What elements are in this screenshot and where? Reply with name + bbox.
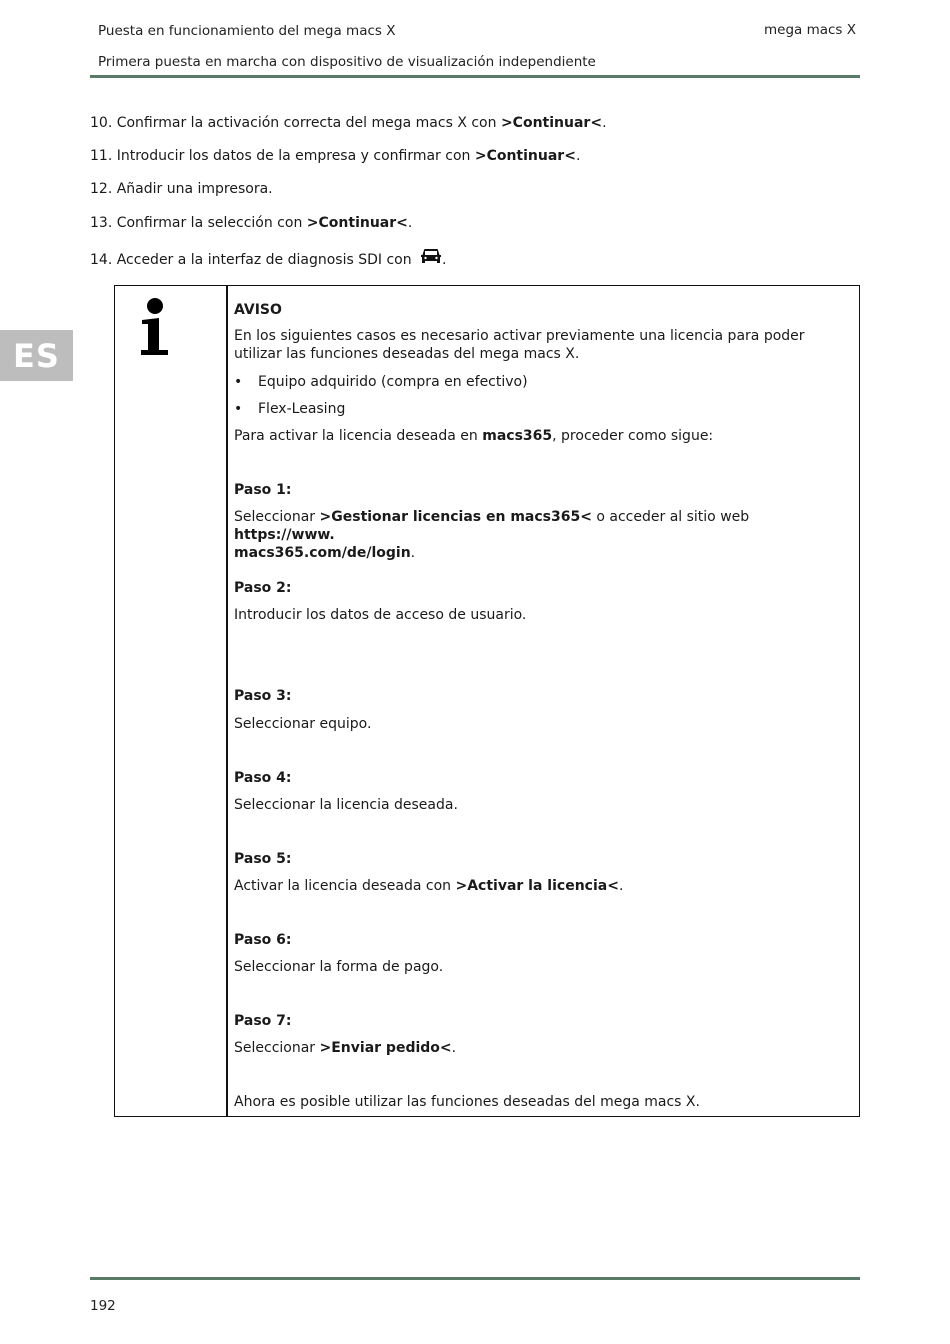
step-text-end: . [407, 215, 413, 231]
step-button-ref: >Continuar< [306, 215, 408, 231]
section-title: Puesta en funcionamiento del mega macs X [98, 23, 396, 39]
step-number: 12. [90, 181, 113, 197]
step-desc: Introducir los datos de acceso de usuario. [234, 607, 527, 623]
footer-rule [90, 1277, 860, 1280]
list-item: • Flex-Leasing [234, 401, 346, 417]
step-button-ref: >Continuar< [474, 148, 576, 164]
step-text-end: . [602, 115, 607, 131]
step-desc: Seleccionar >Enviar pedido<. [234, 1040, 457, 1056]
step-number: 10. [90, 115, 113, 131]
bullet-text: Equipo adquirido (compra en efectivo) [258, 374, 528, 390]
step-desc: Seleccionar >Gestionar licencias en macs365< o acceder al sitio web https://www. macs365.com/de/login. [234, 509, 750, 561]
bullet-text: Flex-Leasing [258, 401, 346, 417]
notice-heading: AVISO [234, 302, 282, 318]
header-rule [90, 75, 860, 78]
step-title: Paso 2: [234, 580, 292, 596]
step-title: Paso 5: [234, 851, 292, 867]
step-text-end: . [442, 252, 447, 268]
step-number: 13. [90, 215, 113, 231]
product-name: mega macs X [764, 22, 857, 38]
car-icon [420, 248, 442, 270]
step-desc: Seleccionar la forma de pago. [234, 959, 444, 975]
notice-closing: Ahora es posible utilizar las funciones deseadas del mega macs X. [234, 1094, 700, 1110]
notice-divider [226, 286, 228, 1116]
step-item [90, 181, 273, 197]
notice-intro: En los siguientes casos es necesario activar previamente una licencia para poder utilizar las funciones deseadas del mega macs X. [234, 328, 805, 362]
step-button-ref: >Continuar< [500, 115, 603, 131]
step-desc: Seleccionar la licencia deseada. [234, 797, 458, 813]
step-title: Paso 3: [234, 688, 292, 704]
step-item [90, 148, 580, 164]
step-text: Introducir los datos de la empresa y confirmar con [116, 148, 475, 164]
step-text: Confirmar la activación correcta del mega macs X con [116, 115, 501, 131]
subsection-title: Primera puesta en marcha con dispositivo de visualización independiente [98, 54, 596, 70]
page-number: 192 [90, 1298, 116, 1314]
step-title: Paso 7: [234, 1013, 292, 1029]
step-text: Añadir una impresora. [116, 181, 273, 197]
step-item [90, 248, 446, 270]
step-text-end: . [575, 148, 581, 164]
step-desc: Seleccionar equipo. [234, 716, 372, 732]
notice-box [114, 285, 860, 1117]
list-item: • Equipo adquirido (compra en efectivo) [234, 374, 528, 390]
step-text: Confirmar la selección con [116, 215, 307, 231]
activate-intro: Para activar la licencia deseada en macs365, proceder como sigue: [234, 428, 714, 444]
language-tab: ES [0, 330, 73, 381]
step-number: 14. [90, 252, 113, 268]
step-desc: Activar la licencia deseada con >Activar la licencia<. [234, 878, 624, 894]
step-item [90, 115, 607, 131]
step-title: Paso 6: [234, 932, 292, 948]
step-title: Paso 4: [234, 770, 292, 786]
step-item [90, 215, 412, 231]
step-text: Acceder a la interfaz de diagnosis SDI con [116, 252, 417, 268]
step-title: Paso 1: [234, 482, 292, 498]
step-number: 11. [90, 148, 113, 164]
info-icon [137, 297, 177, 361]
